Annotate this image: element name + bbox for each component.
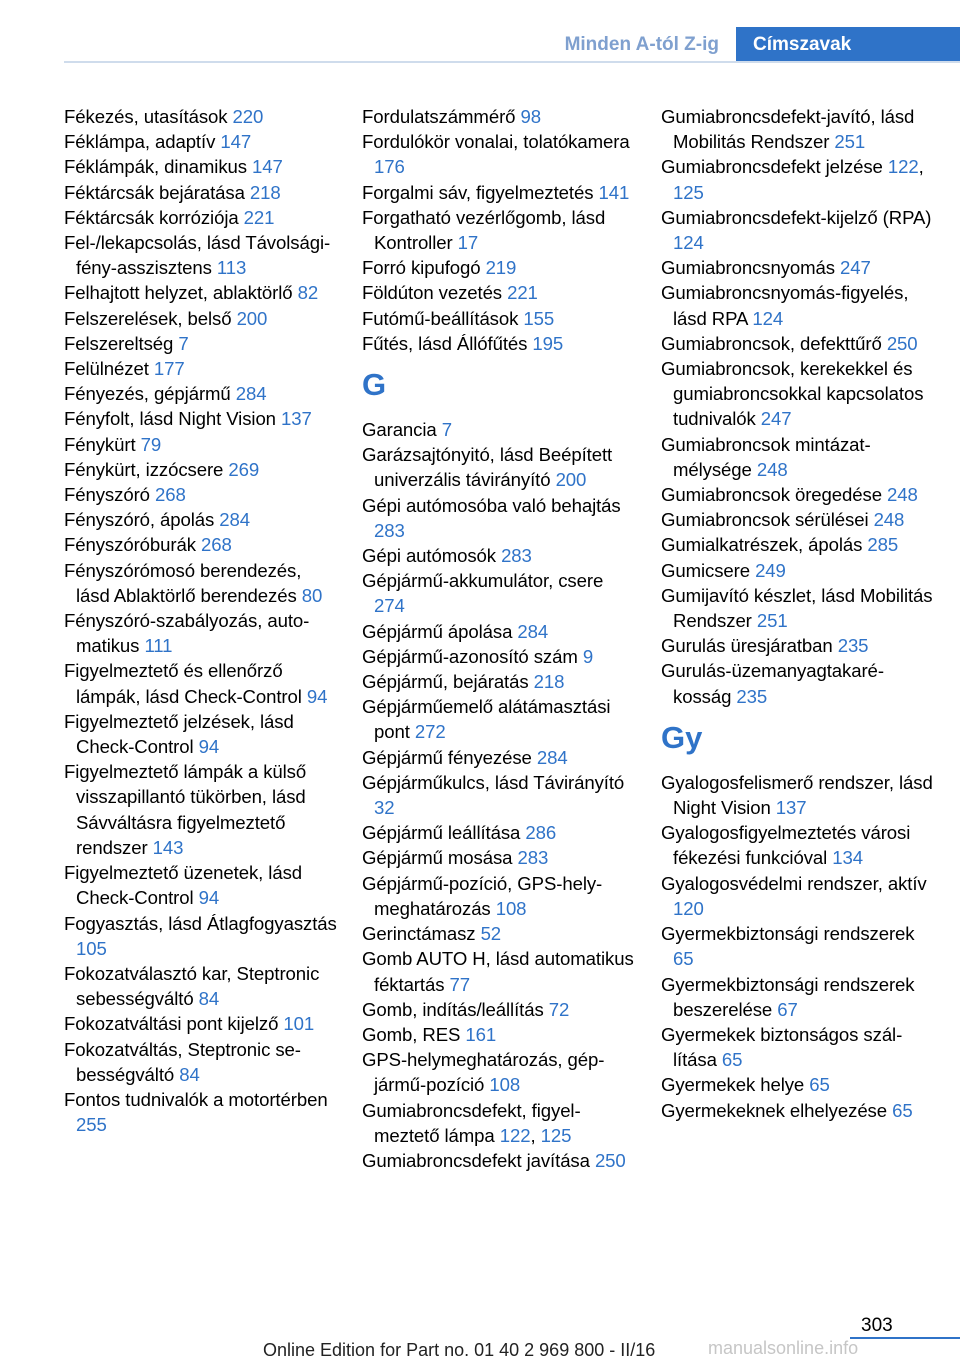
index-entry: [64, 608, 339, 658]
index-term: Fényszórómosó berendezés, lásd Ablaktörlő berendezés: [64, 559, 302, 606]
index-entry: [64, 507, 339, 532]
index-term: Felszereltség: [64, 332, 179, 354]
page-reference-link[interactable]: 72: [548, 998, 570, 1020]
index-term: Fényfolt, lásd Night Vision: [64, 408, 281, 430]
index-term: Gurulás üresjáratban: [661, 635, 838, 657]
page-reference-link[interactable]: 134: [832, 847, 863, 869]
index-entry: Gumiabroncsdefekt, figyelmeztető lámpa 122, 125: [362, 1099, 581, 1146]
index-term: Felhajtott helyzet, ablaktörlő: [64, 282, 298, 304]
index-entry: [362, 442, 637, 492]
index-entry: [64, 860, 339, 910]
section-title: Minden A-tól Z-ig: [564, 34, 719, 55]
index-entry: [64, 104, 339, 129]
index-entry: [661, 1098, 934, 1123]
page-reference-link[interactable]: 7: [178, 332, 189, 354]
index-entry: [362, 280, 637, 305]
page-reference-link[interactable]: 122: [499, 1124, 531, 1146]
index-term: Gumiabroncsok, kerekekkel és gumiabroncsokkal kapcsolatos tudnivalók: [661, 358, 924, 430]
page-reference-link[interactable]: 284: [219, 509, 251, 531]
index-column-3: [661, 104, 934, 1123]
page-reference-link[interactable]: 249: [755, 559, 786, 581]
page-reference-link[interactable]: 221: [507, 282, 538, 304]
page-reference-link[interactable]: 105: [76, 937, 107, 959]
page-reference-link[interactable]: 94: [198, 736, 220, 758]
index-term: Gépjárműemelő alátámasztási pont: [362, 696, 611, 743]
index-term: Forgatható vezérlőgomb, lásd Kontroller: [362, 206, 606, 254]
page-reference-link[interactable]: 120: [673, 897, 704, 919]
page-reference-link[interactable]: 283: [517, 847, 549, 869]
index-term: Fűtés, lásd Állófűtés: [362, 332, 533, 354]
index-term: Gumiabroncsnyomás: [661, 257, 841, 279]
index-term: Fényszóró: [64, 484, 155, 506]
index-term: Gumiabroncsdefekt, figyelmeztető lámpa: [362, 1099, 581, 1146]
page-reference-link[interactable]: 247: [760, 408, 792, 430]
page-reference-link[interactable]: 195: [532, 332, 564, 354]
watermark: manualsonline.info: [708, 1338, 859, 1358]
index-term: Gumiabroncsok mintázatmélysége: [661, 433, 871, 480]
index-term: Féklámpák, dinamikus: [64, 156, 253, 178]
index-entry: [362, 619, 637, 644]
page-reference-link[interactable]: 98: [520, 106, 541, 127]
index-entry: [362, 997, 637, 1022]
index-term: Gumialkatrészek, ápolás: [661, 534, 868, 556]
index-term: Fénykürt, izzócsere: [64, 458, 229, 480]
index-entry: [362, 180, 637, 205]
page-reference-link[interactable]: 77: [449, 973, 470, 995]
index-entry: [362, 493, 637, 543]
index-entry: [64, 356, 339, 381]
page-reference-link[interactable]: 124: [752, 307, 784, 329]
page-reference-link[interactable]: 251: [834, 131, 866, 153]
page-reference-link[interactable]: 125: [673, 181, 704, 203]
index-term: Gomb AUTO H, lásd automatikus féktartás: [362, 948, 634, 995]
index-term: Gépjármű ápolása: [362, 620, 518, 642]
index-term: Gerinctámasz: [362, 923, 481, 945]
index-entry: [362, 417, 637, 442]
index-term: Fordulókör vonalai, tolatókamera: [362, 131, 630, 153]
index-entry: [661, 820, 934, 870]
index-entry: [362, 205, 637, 255]
page-reference-link[interactable]: 137: [281, 408, 312, 430]
page-reference-link[interactable]: 9: [582, 645, 594, 667]
page-reference-link[interactable]: 176: [374, 156, 405, 178]
index-entry: [661, 972, 934, 1022]
index-term: Figyelmeztető jelzések, lásd Check-Control: [64, 710, 294, 758]
index-term: Gépjármű-pozíció, GPS-helymeghatározás: [362, 872, 603, 919]
index-term: Gyermekek helye: [661, 1074, 810, 1096]
index-term: Fokozatválasztó kar, Steptronic sebességváltó: [64, 962, 320, 1010]
index-entry: [64, 658, 339, 708]
index-entry: [661, 104, 934, 154]
page-reference-link[interactable]: 235: [837, 635, 869, 657]
index-column-2: [362, 104, 637, 1173]
page-reference-link[interactable]: 269: [228, 458, 260, 480]
page-reference-link[interactable]: 147: [252, 156, 283, 178]
index-entry: [362, 331, 637, 356]
index-term: Gumiabroncsdefekt jelzése: [661, 156, 888, 178]
index-entry: [661, 482, 934, 507]
page-reference-link[interactable]: 94: [198, 887, 220, 909]
page-reference-link[interactable]: 79: [140, 433, 162, 455]
index-entry: [362, 871, 637, 921]
index-entry: [64, 532, 339, 557]
index-term: Gyalogosfelismerő rendszer, lásd Night Vision: [661, 771, 933, 819]
page-reference-link[interactable]: 113: [216, 257, 247, 279]
page-reference-link[interactable]: 137: [775, 797, 807, 819]
footer-edition: Online Edition for Part no. 01 40 2 969 800 - II/16: [263, 1340, 656, 1360]
index-entry: [661, 770, 934, 820]
index-term: Fékezés, utasítások: [64, 106, 233, 127]
index-entry: [362, 104, 637, 129]
page-reference-link[interactable]: 247: [840, 257, 871, 279]
page-number: 303: [861, 1315, 893, 1336]
index-term: Fokozatváltási pont kijelző: [64, 1013, 284, 1035]
index-entry: [64, 911, 339, 961]
index-entry: [362, 745, 637, 770]
index-term: Gurulás-üzemanyagtakarékosság: [661, 660, 885, 707]
page-reference-link[interactable]: 274: [374, 595, 405, 617]
page-reference-link[interactable]: 177: [153, 358, 185, 380]
index-entry: [64, 230, 339, 280]
page-reference-link[interactable]: 65: [892, 1099, 913, 1121]
page-reference-link[interactable]: 94: [306, 685, 328, 707]
index-entry: [362, 129, 637, 179]
page-reference-link[interactable]: 200: [236, 307, 268, 329]
index-term: Gépi autómosóba való behajtás: [362, 494, 621, 516]
page-reference-link[interactable]: 125: [540, 1124, 572, 1146]
index-term: Gyalogosfigyelmeztetés városi fékezési funkcióval: [661, 822, 911, 869]
page-reference-link[interactable]: 284: [536, 746, 568, 768]
index-entry: [661, 1022, 934, 1072]
page-reference-link[interactable]: 251: [756, 610, 788, 632]
index-term: Gyermekbiztonsági rendszerek: [661, 923, 915, 945]
index-entry: [362, 306, 637, 331]
page-reference-link[interactable]: 32: [374, 797, 395, 819]
index-entry: [64, 280, 339, 305]
index-entry: [64, 180, 339, 205]
page-reference-link[interactable]: 268: [154, 484, 186, 506]
index-entry: [64, 558, 339, 608]
index-term: Fényszóróburák: [64, 534, 201, 556]
page-reference-link[interactable]: 67: [777, 998, 798, 1020]
page-reference-link[interactable]: 255: [76, 1114, 107, 1136]
index-entry: [64, 759, 339, 860]
index-entry: [64, 482, 339, 507]
index-entry: [362, 946, 637, 996]
page-reference-link[interactable]: 111: [144, 635, 173, 657]
index-term: Gépjármű leállítása: [362, 822, 526, 844]
index-entry: [64, 1011, 339, 1036]
index-term: Gépjármű fényezése: [362, 746, 537, 768]
index-term: Fel-/lekapcsolás, lásd Távolságifény-asszisztens: [64, 232, 331, 279]
page-reference-link[interactable]: 248: [887, 484, 918, 506]
index-term: Garázsajtónyitó, lásd Beépített univerzális távirányító: [362, 444, 613, 491]
index-term: Fényszóró-szabályozás, automatikus: [64, 610, 310, 657]
index-entry: Gumiabroncsdefekt jelzése 122, 125: [661, 156, 924, 203]
page-reference-link[interactable]: 124: [673, 232, 704, 254]
index-term: Gumicsere: [661, 559, 756, 581]
index-entry: [661, 583, 934, 633]
index-entry: [64, 381, 339, 406]
index-term: Földúton vezetés: [362, 282, 508, 304]
index-entry: [362, 770, 637, 820]
footer-divider: [850, 1337, 960, 1339]
page-reference-link[interactable]: 272: [414, 721, 446, 743]
page-reference-link[interactable]: 84: [179, 1063, 200, 1085]
index-entry: [362, 255, 637, 280]
index-entry: [362, 1022, 637, 1047]
index-entry: [362, 820, 637, 845]
page-reference-link[interactable]: 268: [200, 534, 232, 556]
index-column-1: [64, 104, 339, 1137]
page-reference-link[interactable]: 218: [249, 181, 281, 203]
page-reference-link[interactable]: 283: [501, 545, 532, 567]
page-reference-link[interactable]: 248: [756, 458, 788, 480]
page-reference-link[interactable]: 219: [485, 257, 517, 279]
page-reference-link[interactable]: 122: [887, 156, 919, 178]
index-term: Futómű-beállítások: [362, 307, 524, 329]
index-term: Gyermekek biztonságos szállítása: [661, 1023, 903, 1071]
page-reference-link[interactable]: 80: [301, 584, 323, 606]
index-entry: [661, 331, 934, 356]
index-term: Garancia: [362, 419, 442, 441]
index-term: Gumiabroncsok sérülései: [661, 509, 874, 531]
index-entry: [64, 432, 339, 457]
index-term: Gumiabroncsok öregedése: [661, 484, 888, 506]
index-term: Fontos tudnivalók a motortérben: [64, 1088, 328, 1110]
index-term: Forró kipufogó: [362, 257, 486, 279]
index-columns: [64, 104, 934, 1264]
page-reference-link[interactable]: 248: [873, 509, 905, 531]
page-reference-link[interactable]: 285: [867, 534, 899, 556]
index-term: Fokozatváltás, Steptronic sebességváltó: [64, 1038, 301, 1085]
index-term: Féktárcsák bejáratása: [64, 181, 250, 203]
index-term: Gyermekeknek elhelyezése: [661, 1099, 893, 1121]
page-reference-link[interactable]: 218: [533, 671, 565, 693]
chapter-tab: Címszavak: [736, 27, 960, 63]
index-term: Gomb, RES: [362, 1023, 466, 1045]
index-term: Felülnézet: [64, 358, 154, 380]
index-term: Fényezés, gépjármű: [64, 383, 236, 405]
index-term: GPS-helymeghatározás, gépjármű-pozíció: [362, 1049, 605, 1096]
index-entry: [661, 658, 934, 708]
page-reference-link[interactable]: 250: [886, 332, 918, 354]
index-entry: [64, 406, 339, 431]
index-entry: [661, 255, 934, 280]
index-letter-heading: G: [362, 367, 387, 403]
index-entry: [64, 205, 339, 230]
index-entry: [661, 1072, 934, 1097]
index-entry: [661, 356, 934, 432]
index-entry: [64, 129, 339, 154]
page-reference-link[interactable]: 250: [594, 1149, 626, 1171]
index-term: Féklámpa, adaptív: [64, 131, 221, 153]
index-term: Figyelmeztető és ellenőrző lámpák, lásd Check-Control: [64, 660, 307, 707]
index-entry: [64, 154, 339, 179]
header-divider: [64, 61, 960, 63]
page-reference-link[interactable]: 284: [517, 620, 549, 642]
index-term: Figyelmeztető üzenetek, lásd Check-Control: [64, 862, 303, 909]
index-entry: [362, 644, 637, 669]
index-term: Fordulatszámmérő: [362, 106, 521, 127]
page-header: [565, 26, 960, 64]
page-reference-link[interactable]: 52: [480, 923, 502, 945]
index-term: Féktárcsák korróziója: [64, 206, 244, 228]
index-entry: [64, 331, 339, 356]
index-entry: [661, 432, 934, 482]
index-entry: [64, 1087, 339, 1137]
index-term: Gumijavító készlet, lásd Mobilitás Rendszer: [661, 584, 933, 632]
index-term: Gumiabroncsdefekt-javító, lásd Mobilitás Rendszer: [661, 106, 915, 153]
page-reference-link[interactable]: 108: [489, 1074, 521, 1096]
index-term: Gyermekbiztonsági rendszerek beszerelése: [661, 973, 915, 1020]
index-entry: [362, 1047, 637, 1097]
index-term: Gépjármű mosása: [362, 847, 518, 869]
index-term: Gépjármű, bejáratás: [362, 671, 534, 693]
page-reference-link[interactable]: 220: [232, 106, 264, 127]
index-term: Gépjármű-akkumulátor, csere: [362, 570, 604, 592]
index-term: Gyalogosvédelmi rendszer, aktív: [661, 872, 927, 894]
index-entry: [661, 921, 934, 971]
index-entry: [362, 543, 637, 568]
page-reference-link[interactable]: 82: [297, 282, 319, 304]
index-entry: [64, 1037, 339, 1087]
page-reference-link[interactable]: 284: [235, 383, 267, 405]
index-entry: [362, 568, 637, 618]
page-reference-link[interactable]: 65: [809, 1074, 830, 1096]
page-reference-link[interactable]: 155: [523, 307, 555, 329]
index-term: Gumiabroncsdefekt javítása: [362, 1149, 595, 1171]
index-entry: [661, 280, 934, 330]
index-term: Forgalmi sáv, figyelmeztetés: [362, 181, 599, 203]
page-reference-link[interactable]: 101: [283, 1013, 315, 1035]
index-entry: [64, 961, 339, 1011]
page-reference-link[interactable]: 235: [736, 685, 768, 707]
index-entry: [661, 558, 934, 583]
index-term: Fényszóró, ápolás: [64, 509, 220, 531]
index-entry: [661, 871, 934, 921]
page-reference-link[interactable]: 84: [198, 988, 220, 1010]
page-reference-link[interactable]: 108: [495, 897, 527, 919]
index-term: Fénykürt: [64, 433, 141, 455]
page-reference-link[interactable]: 65: [673, 948, 694, 970]
page-reference-link[interactable]: 283: [374, 519, 405, 541]
index-entry: [661, 507, 934, 532]
index-entry: [661, 532, 934, 557]
index-entry: [661, 633, 934, 658]
index-term: Felszerelések, belső: [64, 307, 237, 329]
page-reference-link[interactable]: 7: [441, 419, 452, 441]
index-letter-heading: Gy: [661, 719, 703, 755]
index-entry: [64, 457, 339, 482]
index-term: Gépjárműkulcs, lásd Távirányító: [362, 771, 625, 793]
index-entry: [661, 205, 934, 255]
index-term: Gomb, indítás/leállítás: [362, 998, 549, 1020]
page-reference-link[interactable]: 200: [555, 469, 587, 491]
index-term: Figyelmeztető lámpák a külső visszapillantó tükörben, lásd Sávváltásra figyelmeztető rendszer: [64, 761, 307, 858]
index-entry: [64, 306, 339, 331]
page-reference-link[interactable]: 143: [152, 836, 184, 858]
page-reference-link[interactable]: 141: [598, 181, 630, 203]
index-term: Fogyasztás, lásd Átlagfogyasztás: [64, 912, 337, 934]
page-reference-link[interactable]: 147: [220, 131, 252, 153]
index-entry: [362, 1148, 637, 1173]
index-entry: [362, 845, 637, 870]
page-reference-link[interactable]: 65: [721, 1049, 743, 1071]
index-entry: [362, 669, 637, 694]
index-term: Gumiabroncsok, defekttűrő: [661, 332, 887, 354]
index-term: Gépjármű-azonosító szám: [362, 645, 583, 667]
page-reference-link[interactable]: 221: [243, 206, 275, 228]
page-reference-link[interactable]: 17: [457, 232, 479, 254]
index-entry: [362, 694, 637, 744]
index-term: Gumiabroncsnyomás-figyelés, lásd RPA: [661, 282, 909, 329]
page-reference-link[interactable]: 161: [465, 1023, 497, 1045]
index-term: Gumiabroncsdefekt-kijelző (RPA): [661, 206, 932, 228]
index-entry: [362, 921, 637, 946]
page-reference-link[interactable]: 286: [525, 822, 557, 844]
index-term: Gépi autómosók: [362, 545, 502, 567]
index-entry: [64, 709, 339, 759]
